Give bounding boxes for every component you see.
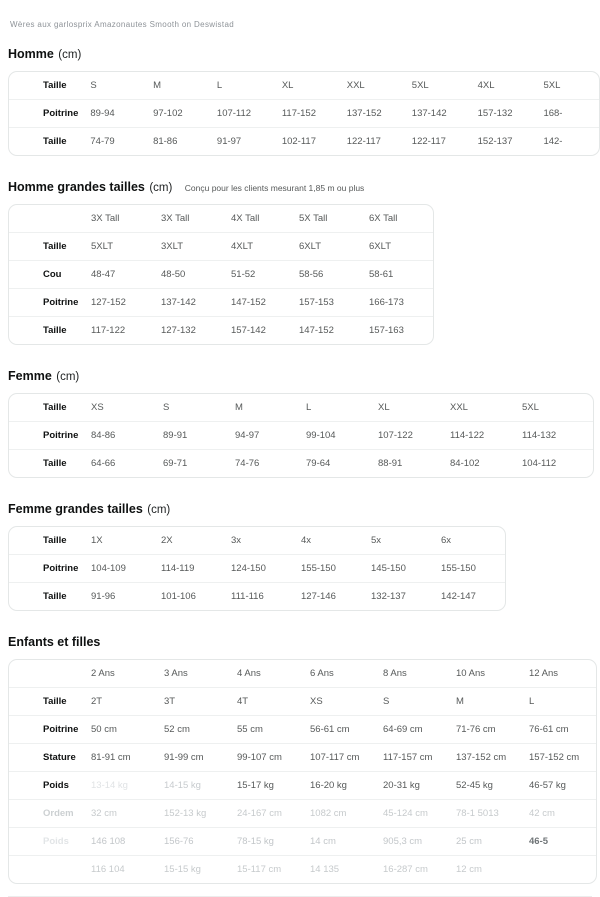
table-cell: 4T xyxy=(231,688,304,716)
table-cell: 6x xyxy=(441,535,452,546)
table-cell: 147-152 xyxy=(293,317,363,345)
row-label: Poids xyxy=(9,772,85,800)
table-cell: 84-102 xyxy=(444,450,516,478)
table-cell: 107-122 xyxy=(372,422,444,450)
table-cell: 64-69 cm xyxy=(377,716,450,744)
table-cell: 84-86 xyxy=(85,422,157,450)
size-table-femme-gt-wrap xyxy=(8,526,506,611)
table-cell: 76-61 cm xyxy=(523,716,596,744)
size-table-homme-gt-wrap xyxy=(8,204,434,345)
row-label: Taille xyxy=(43,80,67,91)
table-cell: 117-157 cm xyxy=(377,744,450,772)
table-row xyxy=(9,555,505,583)
table-cell: 4x xyxy=(301,535,312,546)
row-label: Poitrine xyxy=(9,716,85,744)
row-label: Taille xyxy=(43,402,67,413)
table-cell: 1X xyxy=(91,535,103,546)
table-cell: 4 Ans xyxy=(237,668,261,679)
section-title: Homme xyxy=(8,47,54,61)
table-cell: 127-146 xyxy=(295,583,365,611)
table-cell: 5x xyxy=(371,535,382,546)
table-cell: S xyxy=(377,688,450,716)
table-cell: 14 135 xyxy=(304,856,377,884)
table-cell: 99-104 xyxy=(300,422,372,450)
table-cell: 157-153 xyxy=(293,289,363,317)
section-title: Femme xyxy=(8,369,52,383)
table-cell: 94-97 xyxy=(229,422,300,450)
table-cell: 51-52 xyxy=(225,261,293,289)
row-label: Poitrine xyxy=(9,289,85,317)
table-cell: 117-122 xyxy=(85,317,155,345)
table-cell: 168- xyxy=(537,100,599,128)
table-row xyxy=(9,317,433,345)
table-cell: 8 Ans xyxy=(383,668,407,679)
table-cell: 114-122 xyxy=(444,422,516,450)
table-cell: 69-71 xyxy=(157,450,229,478)
table-cell: 56-61 cm xyxy=(304,716,377,744)
table-row xyxy=(9,128,599,156)
row-label: Taille xyxy=(9,450,85,478)
table-cell: 97-102 xyxy=(147,100,211,128)
table-row xyxy=(9,660,596,688)
table-cell: 155-150 xyxy=(295,555,365,583)
table-row xyxy=(9,527,505,555)
section-title: Homme grandes tailles xyxy=(8,180,145,194)
table-cell: 4X Tall xyxy=(231,213,260,224)
section-unit: (cm) xyxy=(58,49,82,61)
table-cell: L xyxy=(216,80,223,91)
table-cell: S xyxy=(90,80,97,91)
table-cell: 15-17 kg xyxy=(231,772,304,800)
table-row xyxy=(9,72,599,100)
table-cell: 12 Ans xyxy=(529,668,559,679)
table-cell: XXL xyxy=(346,80,365,91)
table-cell: L xyxy=(306,402,312,413)
section-unit: (cm) xyxy=(149,182,173,194)
row-label: Stature xyxy=(9,744,85,772)
table-cell: 157-163 xyxy=(363,317,433,345)
table-cell: 1082 cm xyxy=(304,800,377,828)
table-row xyxy=(9,205,433,233)
table-row xyxy=(9,233,433,261)
table-cell: XL xyxy=(378,402,390,413)
table-row xyxy=(9,583,505,611)
row-label xyxy=(9,205,85,233)
row-label: Poitrine xyxy=(9,100,84,128)
table-cell: L xyxy=(523,688,596,716)
table-cell: 2X xyxy=(161,535,173,546)
size-table-femme-grandes-tailles xyxy=(9,527,505,610)
table-cell: 166-173 xyxy=(363,289,433,317)
table-cell: 5XL xyxy=(411,80,429,91)
table-row xyxy=(9,261,433,289)
table-cell: XL xyxy=(281,80,294,91)
table-cell: XS xyxy=(91,402,104,413)
table-cell: 145-150 xyxy=(365,555,435,583)
table-row xyxy=(9,289,433,317)
table-row xyxy=(9,394,593,422)
size-table-homme-wrap xyxy=(8,71,600,156)
table-cell: XS xyxy=(304,688,377,716)
table-cell: 10 Ans xyxy=(456,668,486,679)
table-cell: 64-66 xyxy=(85,450,157,478)
table-row xyxy=(9,828,596,856)
table-cell: 3X Tall xyxy=(161,213,190,224)
table-cell: 78-15 kg xyxy=(231,828,304,856)
page-caption: Wères aux garlosprix Amazonautes Smooth on Deswistad xyxy=(10,20,235,29)
section-femme-gt-header xyxy=(8,500,600,518)
table-cell: 156-76 xyxy=(158,828,231,856)
section-title: Enfants et filles xyxy=(8,635,101,649)
table-cell: 102-117 xyxy=(276,128,341,156)
table-cell: 152-137 xyxy=(472,128,538,156)
table-cell: 3T xyxy=(158,688,231,716)
section-enfants-header xyxy=(8,633,600,651)
table-cell: 45-124 cm xyxy=(377,800,450,828)
table-cell: 6XLT xyxy=(293,233,363,261)
table-cell: 48-50 xyxy=(155,261,225,289)
table-cell: 122-117 xyxy=(406,128,472,156)
table-cell: 81-91 cm xyxy=(85,744,158,772)
table-cell: 79-64 xyxy=(300,450,372,478)
section-femme xyxy=(8,367,600,478)
table-cell: 89-94 xyxy=(84,100,147,128)
table-cell: 155-150 xyxy=(435,555,505,583)
size-table-homme-grandes-tailles xyxy=(9,205,433,344)
table-cell: 107-112 xyxy=(211,100,276,128)
table-cell: 3 Ans xyxy=(164,668,188,679)
table-cell: 24-167 cm xyxy=(231,800,304,828)
table-row xyxy=(9,450,593,478)
table-cell: 124-150 xyxy=(225,555,295,583)
section-homme-gt-header xyxy=(8,178,600,196)
table-cell: 58-61 xyxy=(363,261,433,289)
table-cell: M xyxy=(450,688,523,716)
section-homme-grandes-tailles xyxy=(8,178,600,345)
table-cell: 107-117 cm xyxy=(304,744,377,772)
table-cell: 91-96 xyxy=(85,583,155,611)
section-unit: (cm) xyxy=(147,504,171,516)
table-cell: 137-152 cm xyxy=(450,744,523,772)
section-homme xyxy=(8,45,600,156)
table-cell: 142- xyxy=(537,128,599,156)
row-label: Taille xyxy=(9,233,85,261)
table-cell: 5XLT xyxy=(85,233,155,261)
row-label: Taille xyxy=(9,583,85,611)
section-title: Femme grandes tailles xyxy=(8,502,143,516)
table-cell: XXL xyxy=(450,402,468,413)
table-cell xyxy=(523,856,596,884)
row-label: Poitrine xyxy=(9,422,85,450)
row-label xyxy=(9,856,85,884)
section-femme-header xyxy=(8,367,600,385)
table-cell: 91-99 cm xyxy=(158,744,231,772)
table-cell: 3x xyxy=(231,535,242,546)
table-row xyxy=(9,856,596,884)
table-cell: 58-56 xyxy=(293,261,363,289)
table-cell: 2T xyxy=(85,688,158,716)
table-cell: 101-106 xyxy=(155,583,225,611)
table-cell: 12 cm xyxy=(450,856,523,884)
table-cell: 127-132 xyxy=(155,317,225,345)
table-cell: 88-91 xyxy=(372,450,444,478)
table-cell: 78-1 5013 xyxy=(450,800,523,828)
table-cell: 5XL xyxy=(543,80,561,91)
table-cell: 152-13 kg xyxy=(158,800,231,828)
table-cell: 6X Tall xyxy=(369,213,398,224)
table-cell: M xyxy=(153,80,161,91)
table-cell: 14 cm xyxy=(304,828,377,856)
table-row xyxy=(9,100,599,128)
size-table-enfants-wrap xyxy=(8,659,597,884)
table-cell: 16-20 kg xyxy=(304,772,377,800)
table-cell: 14-15 kg xyxy=(158,772,231,800)
table-cell: 111-116 xyxy=(225,583,295,611)
size-table-femme xyxy=(9,394,593,477)
table-cell: 2 Ans xyxy=(91,668,115,679)
table-cell: 5XL xyxy=(522,402,539,413)
table-cell: 4XL xyxy=(477,80,495,91)
row-label xyxy=(9,660,85,688)
table-cell: 3XLT xyxy=(155,233,225,261)
table-cell: 157-132 xyxy=(472,100,538,128)
table-cell: 6XLT xyxy=(363,233,433,261)
table-cell: 132-137 xyxy=(365,583,435,611)
section-enfants-et-filles xyxy=(8,633,600,884)
table-cell: 4XLT xyxy=(225,233,293,261)
table-cell: 114-132 xyxy=(516,422,593,450)
table-cell: 104-112 xyxy=(516,450,593,478)
row-label: Taille xyxy=(9,688,85,716)
table-cell: 16-287 cm xyxy=(377,856,450,884)
table-cell: 20-31 kg xyxy=(377,772,450,800)
table-cell: 15-15 kg xyxy=(158,856,231,884)
table-cell: 55 cm xyxy=(231,716,304,744)
table-cell: 157-152 cm xyxy=(523,744,596,772)
table-cell: 5X Tall xyxy=(299,213,328,224)
table-row xyxy=(9,688,596,716)
table-row xyxy=(9,800,596,828)
row-label: Taille xyxy=(43,535,67,546)
table-cell: 89-91 xyxy=(157,422,229,450)
size-table-enfants xyxy=(9,660,596,883)
size-table-femme-wrap xyxy=(8,393,594,478)
table-cell: 157-142 xyxy=(225,317,293,345)
table-cell: 104-109 xyxy=(85,555,155,583)
table-cell: 74-79 xyxy=(84,128,147,156)
table-cell: 13-14 kg xyxy=(85,772,158,800)
table-cell: 46-5 xyxy=(523,828,596,856)
row-label: Poitrine xyxy=(9,555,85,583)
table-cell: 71-76 cm xyxy=(450,716,523,744)
table-cell: 25 cm xyxy=(450,828,523,856)
section-femme-grandes-tailles xyxy=(8,500,600,611)
table-cell: 127-152 xyxy=(85,289,155,317)
table-cell: 46-57 kg xyxy=(523,772,596,800)
table-cell: 6 Ans xyxy=(310,668,334,679)
table-cell: 137-152 xyxy=(341,100,406,128)
table-cell: 137-142 xyxy=(155,289,225,317)
table-cell: M xyxy=(235,402,243,413)
table-cell: 147-152 xyxy=(225,289,293,317)
table-cell: 142-147 xyxy=(435,583,505,611)
table-cell: 122-117 xyxy=(341,128,406,156)
table-cell: 137-142 xyxy=(406,100,472,128)
table-cell: 48-47 xyxy=(85,261,155,289)
table-cell: 42 cm xyxy=(523,800,596,828)
section-note: Conçu pour les clients mesurant 1,85 m ou plus xyxy=(184,183,365,193)
row-label: Taille xyxy=(9,317,85,345)
table-cell: 114-119 xyxy=(155,555,225,583)
table-row xyxy=(9,422,593,450)
table-cell: 81-86 xyxy=(147,128,211,156)
table-cell: 74-76 xyxy=(229,450,300,478)
table-row xyxy=(9,772,596,800)
table-cell: 116 104 xyxy=(85,856,158,884)
table-cell: 52-45 kg xyxy=(450,772,523,800)
table-cell: 99-107 cm xyxy=(231,744,304,772)
table-cell: 15-117 cm xyxy=(231,856,304,884)
table-cell: 32 cm xyxy=(85,800,158,828)
table-cell: 905,3 cm xyxy=(377,828,450,856)
table-row xyxy=(9,744,596,772)
table-cell: 3X Tall xyxy=(91,213,120,224)
table-cell: 50 cm xyxy=(85,716,158,744)
section-homme-header xyxy=(8,45,600,63)
size-table-homme xyxy=(9,72,599,155)
row-label: Poids xyxy=(9,828,85,856)
table-cell: 91-97 xyxy=(211,128,276,156)
table-row xyxy=(9,716,596,744)
row-label: Taille xyxy=(9,128,84,156)
table-cell: 52 cm xyxy=(158,716,231,744)
table-cell: S xyxy=(163,402,170,413)
section-unit: (cm) xyxy=(56,371,80,383)
table-cell: 117-152 xyxy=(276,100,341,128)
row-label: Ordem xyxy=(9,800,85,828)
table-cell: 146 108 xyxy=(85,828,158,856)
row-label: Cou xyxy=(9,261,85,289)
